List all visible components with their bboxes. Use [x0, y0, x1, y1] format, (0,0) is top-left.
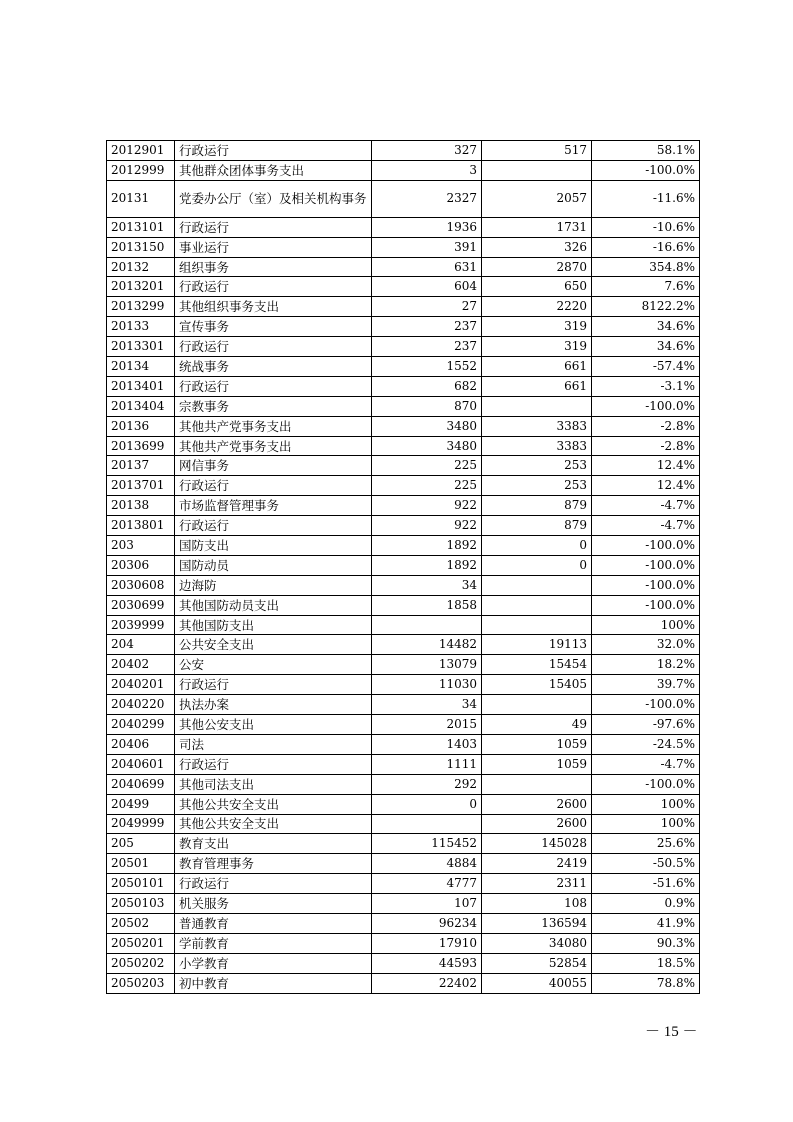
cell-item-name: 行政运行 [175, 376, 372, 396]
cell-item-name: 教育管理事务 [175, 854, 372, 874]
cell-code: 2040699 [107, 774, 175, 794]
cell-change-rate: 100% [592, 814, 700, 834]
table-row [107, 695, 700, 715]
cell-prev-amount: 107 [372, 894, 482, 914]
cell-change-rate: 8122.2% [592, 297, 700, 317]
cell-change-rate: 100% [592, 794, 700, 814]
cell-prev-amount: 2015 [372, 715, 482, 735]
table-row [107, 496, 700, 516]
cell-change-rate: -11.6% [592, 180, 700, 217]
cell-code: 2049999 [107, 814, 175, 834]
cell-current-amount [482, 595, 592, 615]
table-row [107, 854, 700, 874]
cell-current-amount: 661 [482, 357, 592, 377]
cell-item-name: 国防支出 [175, 536, 372, 556]
table-row [107, 141, 700, 161]
cell-current-amount: 2870 [482, 257, 592, 277]
cell-prev-amount: 1403 [372, 734, 482, 754]
cell-prev-amount: 0 [372, 794, 482, 814]
cell-change-rate: 25.6% [592, 834, 700, 854]
table-row [107, 814, 700, 834]
cell-change-rate: -100.0% [592, 695, 700, 715]
cell-prev-amount: 3480 [372, 416, 482, 436]
cell-change-rate: 78.8% [592, 973, 700, 993]
table-row [107, 794, 700, 814]
cell-item-name: 行政运行 [175, 141, 372, 161]
cell-code: 2039999 [107, 615, 175, 635]
cell-prev-amount: 237 [372, 317, 482, 337]
cell-code: 20136 [107, 416, 175, 436]
cell-item-name: 执法办案 [175, 695, 372, 715]
table-row [107, 615, 700, 635]
table-row [107, 337, 700, 357]
cell-code: 20134 [107, 357, 175, 377]
cell-item-name: 学前教育 [175, 933, 372, 953]
cell-prev-amount: 115452 [372, 834, 482, 854]
cell-current-amount: 326 [482, 237, 592, 257]
cell-code: 2012901 [107, 141, 175, 161]
cell-current-amount: 1059 [482, 754, 592, 774]
cell-change-rate: 39.7% [592, 675, 700, 695]
cell-change-rate: 7.6% [592, 277, 700, 297]
cell-code: 2040601 [107, 754, 175, 774]
cell-current-amount [482, 695, 592, 715]
table-row [107, 436, 700, 456]
table-row [107, 675, 700, 695]
cell-prev-amount: 1111 [372, 754, 482, 774]
cell-code: 204 [107, 635, 175, 655]
cell-prev-amount: 870 [372, 396, 482, 416]
cell-code: 2050203 [107, 973, 175, 993]
cell-change-rate: -100.0% [592, 595, 700, 615]
table-row [107, 774, 700, 794]
cell-change-rate: -100.0% [592, 555, 700, 575]
cell-change-rate: 354.8% [592, 257, 700, 277]
cell-item-name: 公安 [175, 655, 372, 675]
cell-current-amount: 136594 [482, 913, 592, 933]
cell-prev-amount: 225 [372, 456, 482, 476]
table-row [107, 894, 700, 914]
cell-prev-amount: 225 [372, 476, 482, 496]
cell-code: 2013301 [107, 337, 175, 357]
table-row [107, 874, 700, 894]
cell-prev-amount: 1892 [372, 555, 482, 575]
table-row [107, 734, 700, 754]
cell-code: 2050101 [107, 874, 175, 894]
cell-current-amount: 34080 [482, 933, 592, 953]
cell-prev-amount: 3480 [372, 436, 482, 456]
cell-change-rate: -4.7% [592, 754, 700, 774]
table-row [107, 953, 700, 973]
cell-current-amount: 661 [482, 376, 592, 396]
table-row [107, 655, 700, 675]
table-row [107, 160, 700, 180]
cell-item-name: 初中教育 [175, 973, 372, 993]
cell-prev-amount: 237 [372, 337, 482, 357]
cell-prev-amount: 34 [372, 695, 482, 715]
cell-change-rate: -2.8% [592, 436, 700, 456]
cell-item-name: 组织事务 [175, 257, 372, 277]
cell-current-amount [482, 160, 592, 180]
cell-item-name: 其他公共安全支出 [175, 814, 372, 834]
cell-code: 2013404 [107, 396, 175, 416]
cell-change-rate: -50.5% [592, 854, 700, 874]
cell-current-amount [482, 774, 592, 794]
table-row [107, 357, 700, 377]
cell-current-amount: 108 [482, 894, 592, 914]
cell-change-rate: -100.0% [592, 575, 700, 595]
cell-prev-amount: 682 [372, 376, 482, 396]
cell-current-amount: 15405 [482, 675, 592, 695]
cell-item-name: 行政运行 [175, 874, 372, 894]
cell-item-name: 机关服务 [175, 894, 372, 914]
cell-prev-amount: 4884 [372, 854, 482, 874]
cell-code: 2013801 [107, 516, 175, 536]
table-row [107, 476, 700, 496]
cell-prev-amount: 17910 [372, 933, 482, 953]
cell-change-rate: -16.6% [592, 237, 700, 257]
cell-current-amount: 2600 [482, 794, 592, 814]
cell-current-amount: 3383 [482, 416, 592, 436]
cell-change-rate: -3.1% [592, 376, 700, 396]
table-row [107, 297, 700, 317]
cell-current-amount: 19113 [482, 635, 592, 655]
cell-item-name: 教育支出 [175, 834, 372, 854]
cell-item-name: 其他群众团体事务支出 [175, 160, 372, 180]
cell-change-rate: -24.5% [592, 734, 700, 754]
table-row [107, 180, 700, 217]
cell-item-name: 统战事务 [175, 357, 372, 377]
cell-current-amount: 0 [482, 536, 592, 556]
cell-code: 20402 [107, 655, 175, 675]
table-row [107, 396, 700, 416]
cell-change-rate: -97.6% [592, 715, 700, 735]
cell-change-rate: 58.1% [592, 141, 700, 161]
cell-item-name: 普通教育 [175, 913, 372, 933]
cell-item-name: 其他共产党事务支出 [175, 416, 372, 436]
cell-prev-amount: 327 [372, 141, 482, 161]
cell-code: 20138 [107, 496, 175, 516]
cell-code: 2013299 [107, 297, 175, 317]
table-row [107, 237, 700, 257]
cell-prev-amount: 1552 [372, 357, 482, 377]
cell-current-amount: 2220 [482, 297, 592, 317]
table-row [107, 317, 700, 337]
cell-code: 2030699 [107, 595, 175, 615]
cell-code: 203 [107, 536, 175, 556]
table-row [107, 217, 700, 237]
cell-item-name: 市场监督管理事务 [175, 496, 372, 516]
cell-change-rate: -2.8% [592, 416, 700, 436]
cell-item-name: 国防动员 [175, 555, 372, 575]
cell-item-name: 其他共产党事务支出 [175, 436, 372, 456]
cell-code: 20132 [107, 257, 175, 277]
cell-code: 2030608 [107, 575, 175, 595]
cell-item-name: 其他组织事务支出 [175, 297, 372, 317]
cell-change-rate: -100.0% [592, 396, 700, 416]
table-row [107, 456, 700, 476]
cell-item-name: 行政运行 [175, 754, 372, 774]
cell-code: 20131 [107, 180, 175, 217]
cell-prev-amount: 922 [372, 516, 482, 536]
cell-item-name: 其他公共安全支出 [175, 794, 372, 814]
cell-current-amount: 49 [482, 715, 592, 735]
cell-prev-amount: 631 [372, 257, 482, 277]
table-row [107, 595, 700, 615]
cell-current-amount: 2419 [482, 854, 592, 874]
cell-change-rate: -57.4% [592, 357, 700, 377]
cell-code: 2013150 [107, 237, 175, 257]
cell-prev-amount: 44593 [372, 953, 482, 973]
cell-code: 2040299 [107, 715, 175, 735]
cell-prev-amount: 13079 [372, 655, 482, 675]
cell-item-name: 党委办公厅（室）及相关机构事务 [175, 180, 372, 217]
cell-change-rate: 32.0% [592, 635, 700, 655]
cell-code: 2050201 [107, 933, 175, 953]
cell-prev-amount: 391 [372, 237, 482, 257]
cell-current-amount: 15454 [482, 655, 592, 675]
cell-code: 2012999 [107, 160, 175, 180]
cell-prev-amount: 22402 [372, 973, 482, 993]
cell-code: 20502 [107, 913, 175, 933]
cell-change-rate: 34.6% [592, 337, 700, 357]
table-row [107, 913, 700, 933]
cell-item-name: 其他国防动员支出 [175, 595, 372, 615]
cell-prev-amount [372, 814, 482, 834]
cell-item-name: 公共安全支出 [175, 635, 372, 655]
cell-change-rate: 18.5% [592, 953, 700, 973]
cell-change-rate: 90.3% [592, 933, 700, 953]
cell-current-amount: 2311 [482, 874, 592, 894]
cell-code: 20306 [107, 555, 175, 575]
table-row [107, 376, 700, 396]
cell-prev-amount: 2327 [372, 180, 482, 217]
cell-code: 20133 [107, 317, 175, 337]
cell-current-amount: 319 [482, 317, 592, 337]
cell-current-amount: 879 [482, 496, 592, 516]
cell-code: 2013101 [107, 217, 175, 237]
cell-code: 2013201 [107, 277, 175, 297]
cell-item-name: 行政运行 [175, 516, 372, 536]
cell-item-name: 宗教事务 [175, 396, 372, 416]
table-row [107, 536, 700, 556]
cell-current-amount: 650 [482, 277, 592, 297]
cell-current-amount: 253 [482, 476, 592, 496]
cell-code: 2013699 [107, 436, 175, 456]
cell-current-amount: 879 [482, 516, 592, 536]
cell-item-name: 行政运行 [175, 277, 372, 297]
table-row [107, 257, 700, 277]
cell-change-rate: 12.4% [592, 476, 700, 496]
cell-prev-amount [372, 615, 482, 635]
cell-item-name: 其他司法支出 [175, 774, 372, 794]
cell-code: 20137 [107, 456, 175, 476]
cell-code: 20406 [107, 734, 175, 754]
cell-prev-amount: 1892 [372, 536, 482, 556]
cell-change-rate: 41.9% [592, 913, 700, 933]
cell-change-rate: 18.2% [592, 655, 700, 675]
cell-item-name: 小学教育 [175, 953, 372, 973]
table-row [107, 973, 700, 993]
table-row [107, 715, 700, 735]
cell-prev-amount: 11030 [372, 675, 482, 695]
cell-code: 20499 [107, 794, 175, 814]
cell-change-rate: -100.0% [592, 160, 700, 180]
cell-change-rate: 0.9% [592, 894, 700, 914]
cell-current-amount: 52854 [482, 953, 592, 973]
cell-prev-amount: 3 [372, 160, 482, 180]
cell-item-name: 行政运行 [175, 217, 372, 237]
cell-item-name: 行政运行 [175, 337, 372, 357]
cell-item-name: 行政运行 [175, 476, 372, 496]
cell-item-name: 其他国防支出 [175, 615, 372, 635]
cell-code: 20501 [107, 854, 175, 874]
cell-current-amount: 0 [482, 555, 592, 575]
cell-item-name: 宣传事务 [175, 317, 372, 337]
cell-change-rate: -4.7% [592, 496, 700, 516]
cell-prev-amount: 96234 [372, 913, 482, 933]
table-row [107, 933, 700, 953]
cell-current-amount: 1731 [482, 217, 592, 237]
cell-code: 2013701 [107, 476, 175, 496]
cell-prev-amount: 604 [372, 277, 482, 297]
cell-prev-amount: 27 [372, 297, 482, 317]
cell-prev-amount: 922 [372, 496, 482, 516]
table-row [107, 635, 700, 655]
cell-prev-amount: 14482 [372, 635, 482, 655]
cell-current-amount: 517 [482, 141, 592, 161]
cell-item-name: 边海防 [175, 575, 372, 595]
table-row [107, 277, 700, 297]
budget-table-body [107, 141, 700, 994]
cell-current-amount [482, 615, 592, 635]
cell-current-amount: 145028 [482, 834, 592, 854]
cell-current-amount: 2600 [482, 814, 592, 834]
cell-code: 2050103 [107, 894, 175, 914]
table-row [107, 834, 700, 854]
cell-prev-amount: 1858 [372, 595, 482, 615]
cell-item-name: 事业运行 [175, 237, 372, 257]
cell-prev-amount: 292 [372, 774, 482, 794]
table-row [107, 416, 700, 436]
cell-code: 2040220 [107, 695, 175, 715]
cell-item-name: 其他公安支出 [175, 715, 372, 735]
cell-code: 205 [107, 834, 175, 854]
cell-code: 2013401 [107, 376, 175, 396]
cell-current-amount: 2057 [482, 180, 592, 217]
table-row [107, 575, 700, 595]
table-row [107, 555, 700, 575]
cell-change-rate: 100% [592, 615, 700, 635]
cell-current-amount: 319 [482, 337, 592, 357]
cell-change-rate: 12.4% [592, 456, 700, 476]
cell-change-rate: 34.6% [592, 317, 700, 337]
cell-change-rate: -100.0% [592, 536, 700, 556]
cell-current-amount [482, 575, 592, 595]
cell-code: 2040201 [107, 675, 175, 695]
cell-current-amount: 1059 [482, 734, 592, 754]
cell-code: 2050202 [107, 953, 175, 973]
cell-current-amount: 40055 [482, 973, 592, 993]
cell-current-amount: 253 [482, 456, 592, 476]
cell-change-rate: -51.6% [592, 874, 700, 894]
cell-change-rate: -4.7% [592, 516, 700, 536]
cell-change-rate: -10.6% [592, 217, 700, 237]
cell-change-rate: -100.0% [592, 774, 700, 794]
budget-table [106, 140, 700, 994]
cell-current-amount: 3383 [482, 436, 592, 456]
table-row [107, 516, 700, 536]
cell-current-amount [482, 396, 592, 416]
cell-prev-amount: 4777 [372, 874, 482, 894]
cell-item-name: 网信事务 [175, 456, 372, 476]
cell-item-name: 行政运行 [175, 675, 372, 695]
cell-prev-amount: 34 [372, 575, 482, 595]
cell-item-name: 司法 [175, 734, 372, 754]
table-row [107, 754, 700, 774]
cell-prev-amount: 1936 [372, 217, 482, 237]
page-number: － 15 － [645, 1024, 698, 1040]
